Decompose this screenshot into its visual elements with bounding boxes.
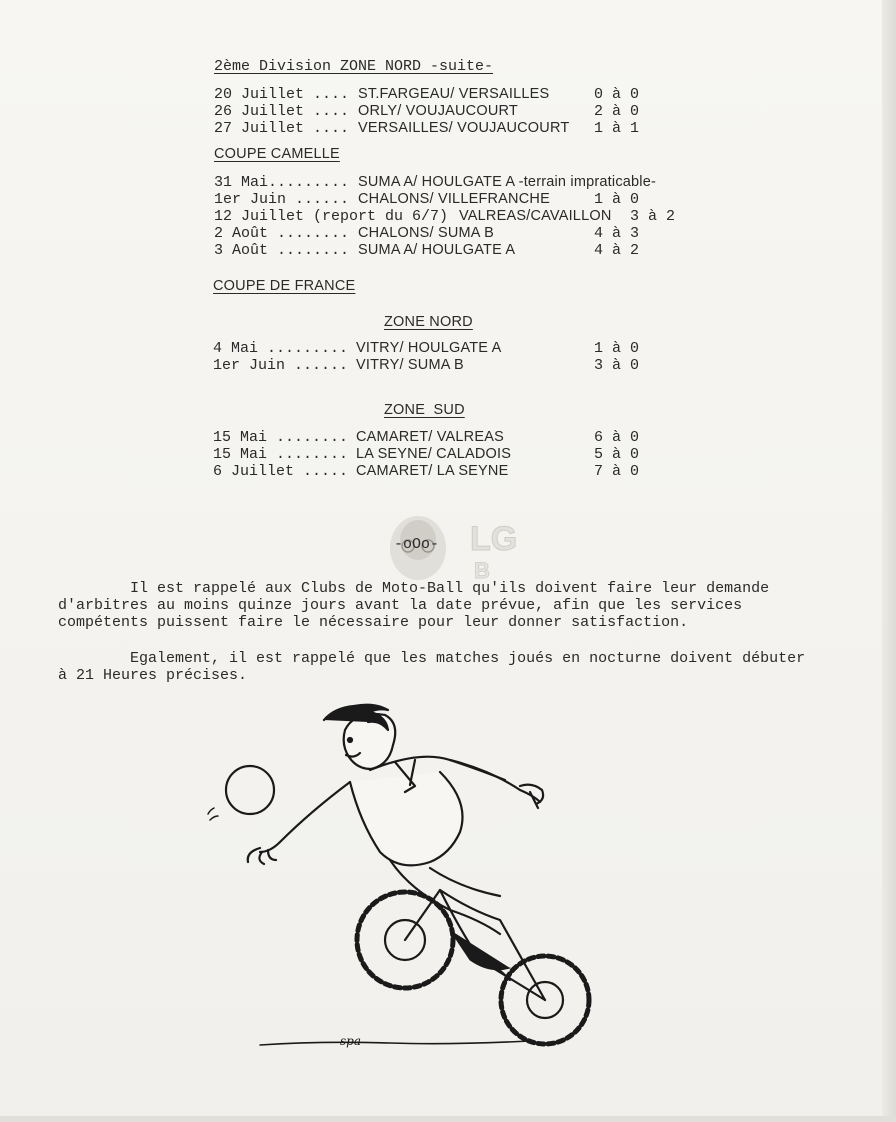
page-edge <box>882 0 896 1122</box>
paragraph-line: compétents puissent faire le nécessaire pour leur donner satisfaction. <box>58 614 689 631</box>
result-score: 4 à 3 <box>594 225 640 242</box>
result-match: VERSAILLES/ VOUJAUCOURT <box>358 120 570 136</box>
result-date: 1er Juin ...... <box>213 357 349 374</box>
result-score: 6 à 0 <box>594 429 640 446</box>
svg-text:LG: LG <box>470 520 518 558</box>
result-date: 1er Juin ...... <box>214 191 350 208</box>
moto-ball-rider-drawing-icon <box>200 700 620 1070</box>
result-score: 3 à 0 <box>594 357 640 374</box>
section-title-2eme-division: 2ème Division ZONE NORD -suite- <box>214 58 494 75</box>
section-title-coupe-de-france: COUPE DE FRANCE <box>213 278 356 294</box>
result-score: 1 à 1 <box>594 120 640 137</box>
result-score: 7 à 0 <box>594 463 640 480</box>
result-match: CHALONS/ VILLEFRANCHE <box>358 191 550 207</box>
paragraph-line: Il est rappelé aux Clubs de Moto-Ball qu'ils doivent faire leur demande <box>58 580 770 597</box>
result-score: 4 à 2 <box>594 242 640 259</box>
result-match: VITRY/ HOULGATE A <box>356 340 502 356</box>
result-date: 15 Mai ........ <box>213 429 349 446</box>
svg-text:B: B <box>474 558 490 583</box>
paragraph-line: à 21 Heures précises. <box>58 667 248 684</box>
result-match: CAMARET/ VALREAS <box>356 429 504 445</box>
result-score: 2 à 0 <box>594 103 640 120</box>
result-score: 3 à 2 <box>630 208 676 225</box>
result-match: SUMA A/ HOULGATE A -terrain impraticable- <box>358 174 657 190</box>
result-date: 4 Mai ......... <box>213 340 349 357</box>
zone-title-nord: ZONE NORD <box>384 314 473 330</box>
result-score: 5 à 0 <box>594 446 640 463</box>
result-match: ST.FARGEAU/ VERSAILLES <box>358 86 550 102</box>
section-title-coupe-camelle: COUPE CAMELLE <box>214 146 340 162</box>
result-date: 6 Juillet ..... <box>213 463 349 480</box>
result-match: CAMARET/ LA SEYNE <box>356 463 509 479</box>
zone-title-sud: ZONE SUD <box>384 402 465 418</box>
result-match: VITRY/ SUMA B <box>356 357 464 373</box>
result-date: 26 Juillet .... <box>214 103 350 120</box>
result-match: SUMA A/ HOULGATE A <box>358 242 516 258</box>
page-edge-bottom <box>0 1116 896 1122</box>
result-match: CHALONS/ SUMA B <box>358 225 494 241</box>
result-date: 12 Juillet (report du 6/7) <box>214 208 449 225</box>
result-match: ORLY/ VOUJAUCOURT <box>358 103 518 119</box>
result-date: 20 Juillet .... <box>214 86 350 103</box>
result-score: 0 à 0 <box>594 86 640 103</box>
result-date: 3 Août ........ <box>214 242 350 259</box>
ball-icon <box>226 766 274 814</box>
result-date: 31 Mai......... <box>214 174 350 191</box>
result-match: LA SEYNE/ CALADOIS <box>356 446 512 462</box>
result-date: 2 Août ........ <box>214 225 350 242</box>
result-date: 27 Juillet .... <box>214 120 350 137</box>
result-date: 15 Mai ........ <box>213 446 349 463</box>
paragraph-line: Egalement, il est rappelé que les matches joués en nocturne doivent débuter <box>58 650 806 667</box>
signature-text: spa <box>340 1034 361 1048</box>
result-score: 1 à 0 <box>594 191 640 208</box>
paragraph-line: d'arbitres au moins quinze jours avant la date prévue, afin que les services <box>58 597 743 614</box>
result-score: 1 à 0 <box>594 340 640 357</box>
separator-mark: -oOo- <box>394 536 440 553</box>
result-match: VALREAS/CAVAILLON <box>459 208 612 224</box>
